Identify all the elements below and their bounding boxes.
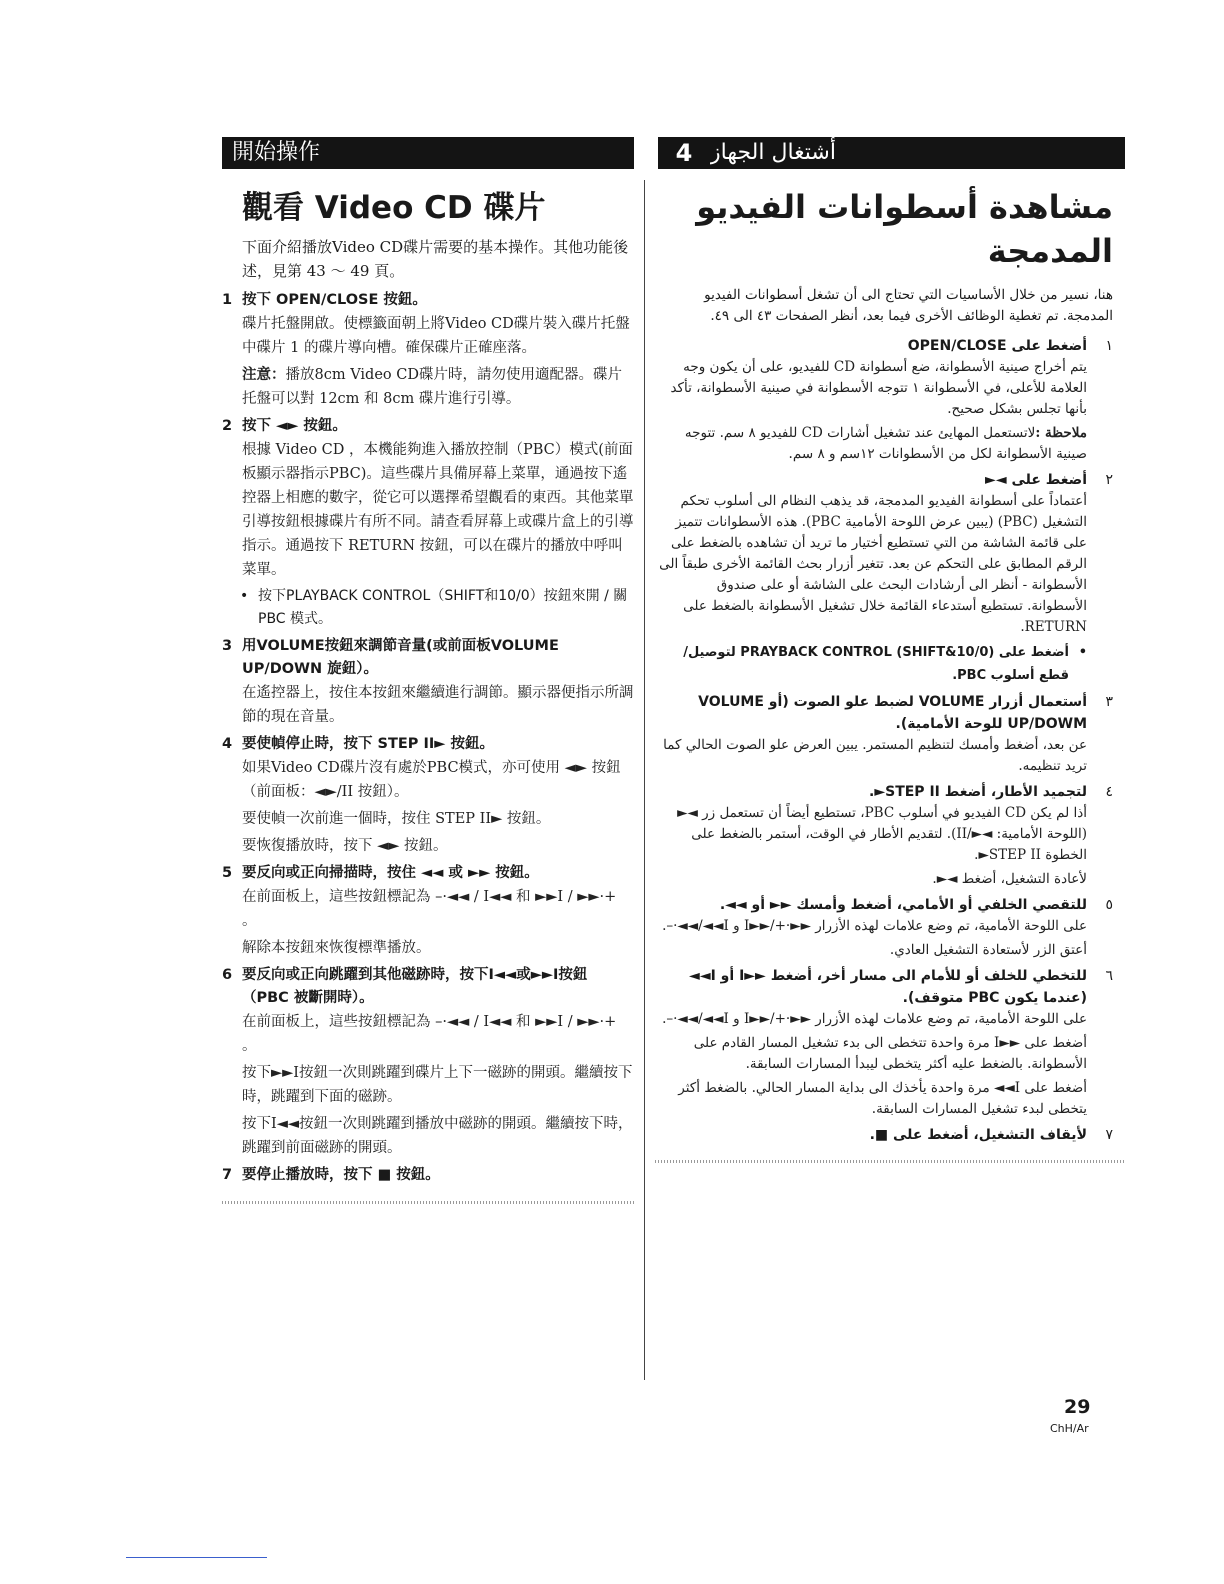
step-item [655, 1124, 1125, 1146]
step-body [242, 438, 634, 582]
step-heading [222, 862, 634, 885]
bullet-item [655, 641, 1087, 687]
step-number: 5 [222, 865, 233, 881]
step-heading-text: 按下 ◄► 按鈕。 [242, 418, 347, 434]
step-body [655, 1009, 1087, 1120]
section-header-bar-arabic [655, 137, 1125, 169]
step-body [655, 735, 1087, 777]
step-extra-text: 按下►►I按鈕一次則跳躍到碟片上下一磁跡的開頭。繼續按下時，跳躍到下面的磁跡。 [242, 1065, 633, 1105]
note-label: ملاحظة : [1035, 425, 1087, 441]
step-extra-text: أضغط على I◄◄ مرة واحدة يأخذك الى بداية المسار الحالي. بالضغط أكثر يتخطى لبدء تشغيل المسارات السابقة. [678, 1080, 1087, 1117]
step-number: ٧ [1105, 1127, 1113, 1143]
step-extra-text: 解除本按鈕來恢復標準播放。 [242, 940, 431, 956]
step-heading-text: 要停止播放時，按下 ■ 按鈕。 [242, 1167, 440, 1183]
step-body-text: 碟片托盤開啟。使標籤面朝上將Video CD碟片裝入碟片托盤中碟片 1 的碟片導向槽。確保碟片正確座落。 [242, 316, 630, 356]
step-heading-text: أضغط على OPEN/CLOSE [907, 338, 1087, 354]
step-heading [655, 691, 1113, 735]
step-extra-text: 要恢復播放時，按下 ◄► 按鈕。 [242, 838, 448, 854]
note-text: 播放8cm Video CD碟片時，請勿使用適配器。碟片托盤可以對 12cm 和 8cm 碟片進行引導。 [242, 367, 622, 407]
step-note [655, 423, 1087, 465]
end-divider [222, 1201, 634, 1204]
step-item [222, 1164, 634, 1187]
step-heading [655, 335, 1113, 357]
bullet-text: 按下PLAYBACK CONTROL（SHIFT和10/0）按鈕來開 / 關 PBC 模式。 [258, 588, 628, 627]
step-heading-text: 用VOLUME按鈕來調節音量(或前面板VOLUME UP/DOWN 旋鈕）。 [242, 638, 559, 677]
step-body [655, 916, 1087, 961]
step-extra-text: لأعادة التشغيل، أضغط ◄►. [932, 871, 1087, 887]
step-body [655, 803, 1087, 890]
step-heading [655, 894, 1113, 916]
step-heading [222, 964, 634, 1010]
step-number: 3 [222, 638, 233, 654]
step-body-text: 在遙控器上，按住本按鈕來繼續進行調節。顯示器便指示所調節的現在音量。 [242, 685, 634, 725]
step-body [242, 885, 634, 960]
step-body-text: 如果Video CD碟片沒有處於PBC模式，亦可使用 ◄► 按鈕（前面板：◄►/II 按鈕）。 [242, 760, 621, 800]
step-extra-text: أضغط على ►►I مرة واحدة تتخطى الى بدء تشغيل المسار القادم على الأسطوانة. بالضغط عليه أكثر يتخطى ليبدأ المسارات السابقة. [693, 1035, 1087, 1072]
steps-list [222, 289, 634, 1187]
step-body-text: على اللوحة الأمامية، تم وضع علامات لهذه الأزرار ►►·+/►►I و I◄◄/◄◄·–. [662, 918, 1087, 934]
section-header-text-arabic: أشتغال الجهاز [710, 140, 836, 165]
step-number: ٥ [1105, 897, 1113, 913]
step-body-text: عن بعد، أضغط وأمسك لتنظيم المستمر. يبين العرض علو الصوت الحالي كما تريد تنظيمه. [663, 737, 1087, 774]
step-body [242, 312, 634, 411]
step-number: ١ [1105, 338, 1113, 354]
step-heading-text: للتخطي للخلف أو للأمام الى مسار أخر، أضغط ►►I أو I◄◄ (عندما يكون PBC متوقف). [689, 968, 1087, 1006]
step-item [222, 964, 634, 1160]
step-body-text: أذا لم يكن CD الفيديو في أسلوب PBC، تستطيع أيضاً أن تستعمل زر ◄► (اللوحة الأمامية: ◄►/II). لتقديم الأطار في الوقت، أستمر بالضغط على الخطوة STEP II►. [677, 805, 1087, 863]
note-label: 注意： [242, 366, 286, 383]
footnote-rule [126, 1557, 267, 1558]
step-body [242, 1010, 634, 1160]
step-item [655, 965, 1125, 1120]
step-item [655, 335, 1125, 465]
page-title-arabic: مشاهدة أسطوانات الفيديو المدمجة [696, 188, 1113, 270]
step-body-text: أعتماداً على أسطوانة الفيديو المدمجة، قد يذهب النظام الى أسلوب تحكم التشغيل (PBC) (يبين عرض اللوحة الأمامية PBC). هذه الأسطوانات تتميز على قائمة الشاشة من التي تستطيع أختيار ما تريد أن تشاهده بالضغط على الرقم المطابق على التحكم عن بعد. تتغير أزرار بحث القائمة الأخرى طبقاً الى الأسطوانة - أنظر الى أرشادات البحث على الشاشة أو على صندوق الأسطوانة. تستطيع أستدعاء القائمة خلال تشغيل الأسطوانة بالضغط على RETURN. [659, 493, 1087, 635]
step-item [655, 469, 1125, 687]
step-number: 6 [222, 967, 233, 983]
step-number: 2 [222, 418, 233, 434]
step-heading [655, 469, 1113, 491]
arabic-column [655, 137, 1125, 1163]
step-heading-text: 要反向或正向掃描時，按住 ◄◄ 或 ►► 按鈕。 [242, 865, 539, 881]
step-item [222, 289, 634, 411]
step-body-text: 在前面板上，這些按鈕標記為 –·◄◄ / I◄◄ 和 ►►I / ►►·+ 。 [242, 889, 617, 929]
step-item [655, 691, 1125, 777]
step-heading [222, 289, 634, 312]
step-body [242, 681, 634, 729]
bullet-item [240, 585, 634, 631]
step-heading [655, 965, 1113, 1009]
step-heading [222, 733, 634, 756]
intro-text-arabic: هنا، نسير من خلال الأساسيات التي تحتاج الى أن تشغل أسطوانات الفيديو المدمجة. تم تغطية الوظائف الأخرى فيما بعد، أنظر الصفحات ٤٣ الى ٤٩. [704, 287, 1113, 324]
column-divider [644, 180, 645, 1380]
page-title: 觀看 Video CD 碟片 [242, 190, 546, 226]
chinese-column [222, 137, 634, 1204]
intro-text: 下面介紹播放Video CD碟片需要的基本操作。其他功能後述，見第 43 ～ 49 頁。 [242, 238, 629, 280]
bullet-dot-icon: • [240, 588, 249, 604]
step-item [222, 635, 634, 729]
steps-list-arabic [655, 335, 1125, 1146]
section-header-bar [222, 137, 634, 169]
step-heading [222, 415, 634, 438]
step-number: ٦ [1105, 968, 1113, 984]
step-extra-text: 要使幀一次前進一個時，按住 STEP II► 按鈕。 [242, 811, 551, 827]
step-item [655, 894, 1125, 961]
step-item [222, 862, 634, 960]
bullet-text: أضغط على PRAYBACK CONTROL (SHIFT&10/0) لتوصيل/قطع أسلوب PBC. [683, 645, 1069, 683]
step-body [242, 756, 634, 858]
step-body-text: على اللوحة الأمامية، تم وضع علامات لهذه الأزرار ►►·+/►►I و I◄◄/◄◄·–. [662, 1011, 1087, 1027]
step-number: ٣ [1105, 694, 1113, 710]
step-heading-text: أضغط على ◄► [985, 472, 1087, 488]
step-body-text: 根據 Video CD ，本機能夠進入播放控制（PBC）模式(前面板顯示器指示PBC)。這些碟片具備屏幕上菜單，通過按下遙控器上相應的數字，從它可以選擇希望觀看的東西。其他菜單引導按鈕根據碟片有所不同。請查看屏幕上或碟片盒上的引導指示。通過按下 RETURN 按鈕，可以在碟片的播放中呼叫菜單。 [242, 442, 634, 578]
step-number: 1 [222, 292, 233, 308]
step-heading [655, 781, 1113, 803]
step-item [222, 415, 634, 631]
page-number: 29 [1064, 1396, 1091, 1418]
step-heading-text: أستعمال أزرار VOLUME لضبط علو الصوت (أو VOLUME UP/DOWM للوحة الأمامية). [698, 694, 1087, 732]
chapter-number: 4 [655, 137, 710, 169]
step-extra-text: 按下I◄◄按鈕一次則跳躍到播放中磁跡的開頭。繼續按下時，跳躍到前面磁跡的開頭。 [242, 1116, 633, 1156]
language-code: ChH/Ar [1050, 1422, 1089, 1435]
step-number: ٢ [1105, 472, 1113, 488]
step-body [655, 357, 1087, 465]
step-heading [655, 1124, 1113, 1146]
step-number: ٤ [1105, 784, 1113, 800]
step-heading-text: 按下 OPEN/CLOSE 按鈕。 [242, 292, 427, 308]
bullet-dot-icon: • [1078, 645, 1087, 660]
end-divider-arabic [655, 1160, 1125, 1163]
step-heading-text: للتقصي الخلفي أو الأمامي، أضغط وأمسك ►► أو ◄◄. [719, 897, 1087, 913]
step-body-text: يتم أخراج صينية الأسطوانة، ضع أسطوانة CD للفيديو، على أن يكون وجه العلامة للأعلى، في الأسطوانة ١ تتوجه الأسطوانة في صينية الأسطوانة، تأكد بأنها تجلس بشكل صحيح. [670, 359, 1087, 417]
step-extra-text: أعتق الزر لأستعادة التشغيل العادي. [889, 942, 1087, 958]
step-body-text: 在前面板上，這些按鈕標記為 –·◄◄ / I◄◄ 和 ►►I / ►►·+ 。 [242, 1014, 617, 1054]
step-item [222, 733, 634, 858]
step-heading-text: لأيقاف التشغيل، أضغط على ■. [869, 1127, 1087, 1143]
note-text: لاتستعمل المهايئ عند تشغيل أشارات CD للفيديو ٨ سم. تتوجه صينية الأسطوانة لكل من الأسطوانات ١٢سم و ٨ سم. [684, 425, 1087, 462]
step-number: 7 [222, 1167, 233, 1183]
step-heading [222, 635, 634, 681]
section-header-text: 開始操作 [232, 140, 321, 165]
step-heading [222, 1164, 634, 1187]
step-note [242, 363, 634, 411]
step-heading-text: 要反向或正向跳躍到其他磁跡時，按下I◄◄或►►I按鈕（PBC 被斷開時）。 [242, 967, 588, 1006]
step-heading-text: 要使幀停止時，按下 STEP II► 按鈕。 [242, 736, 494, 752]
step-heading-text: لتجميد الأطار، أضغط STEP II►. [869, 784, 1087, 800]
step-number: 4 [222, 736, 233, 752]
step-item [655, 781, 1125, 890]
step-body [655, 491, 1087, 638]
